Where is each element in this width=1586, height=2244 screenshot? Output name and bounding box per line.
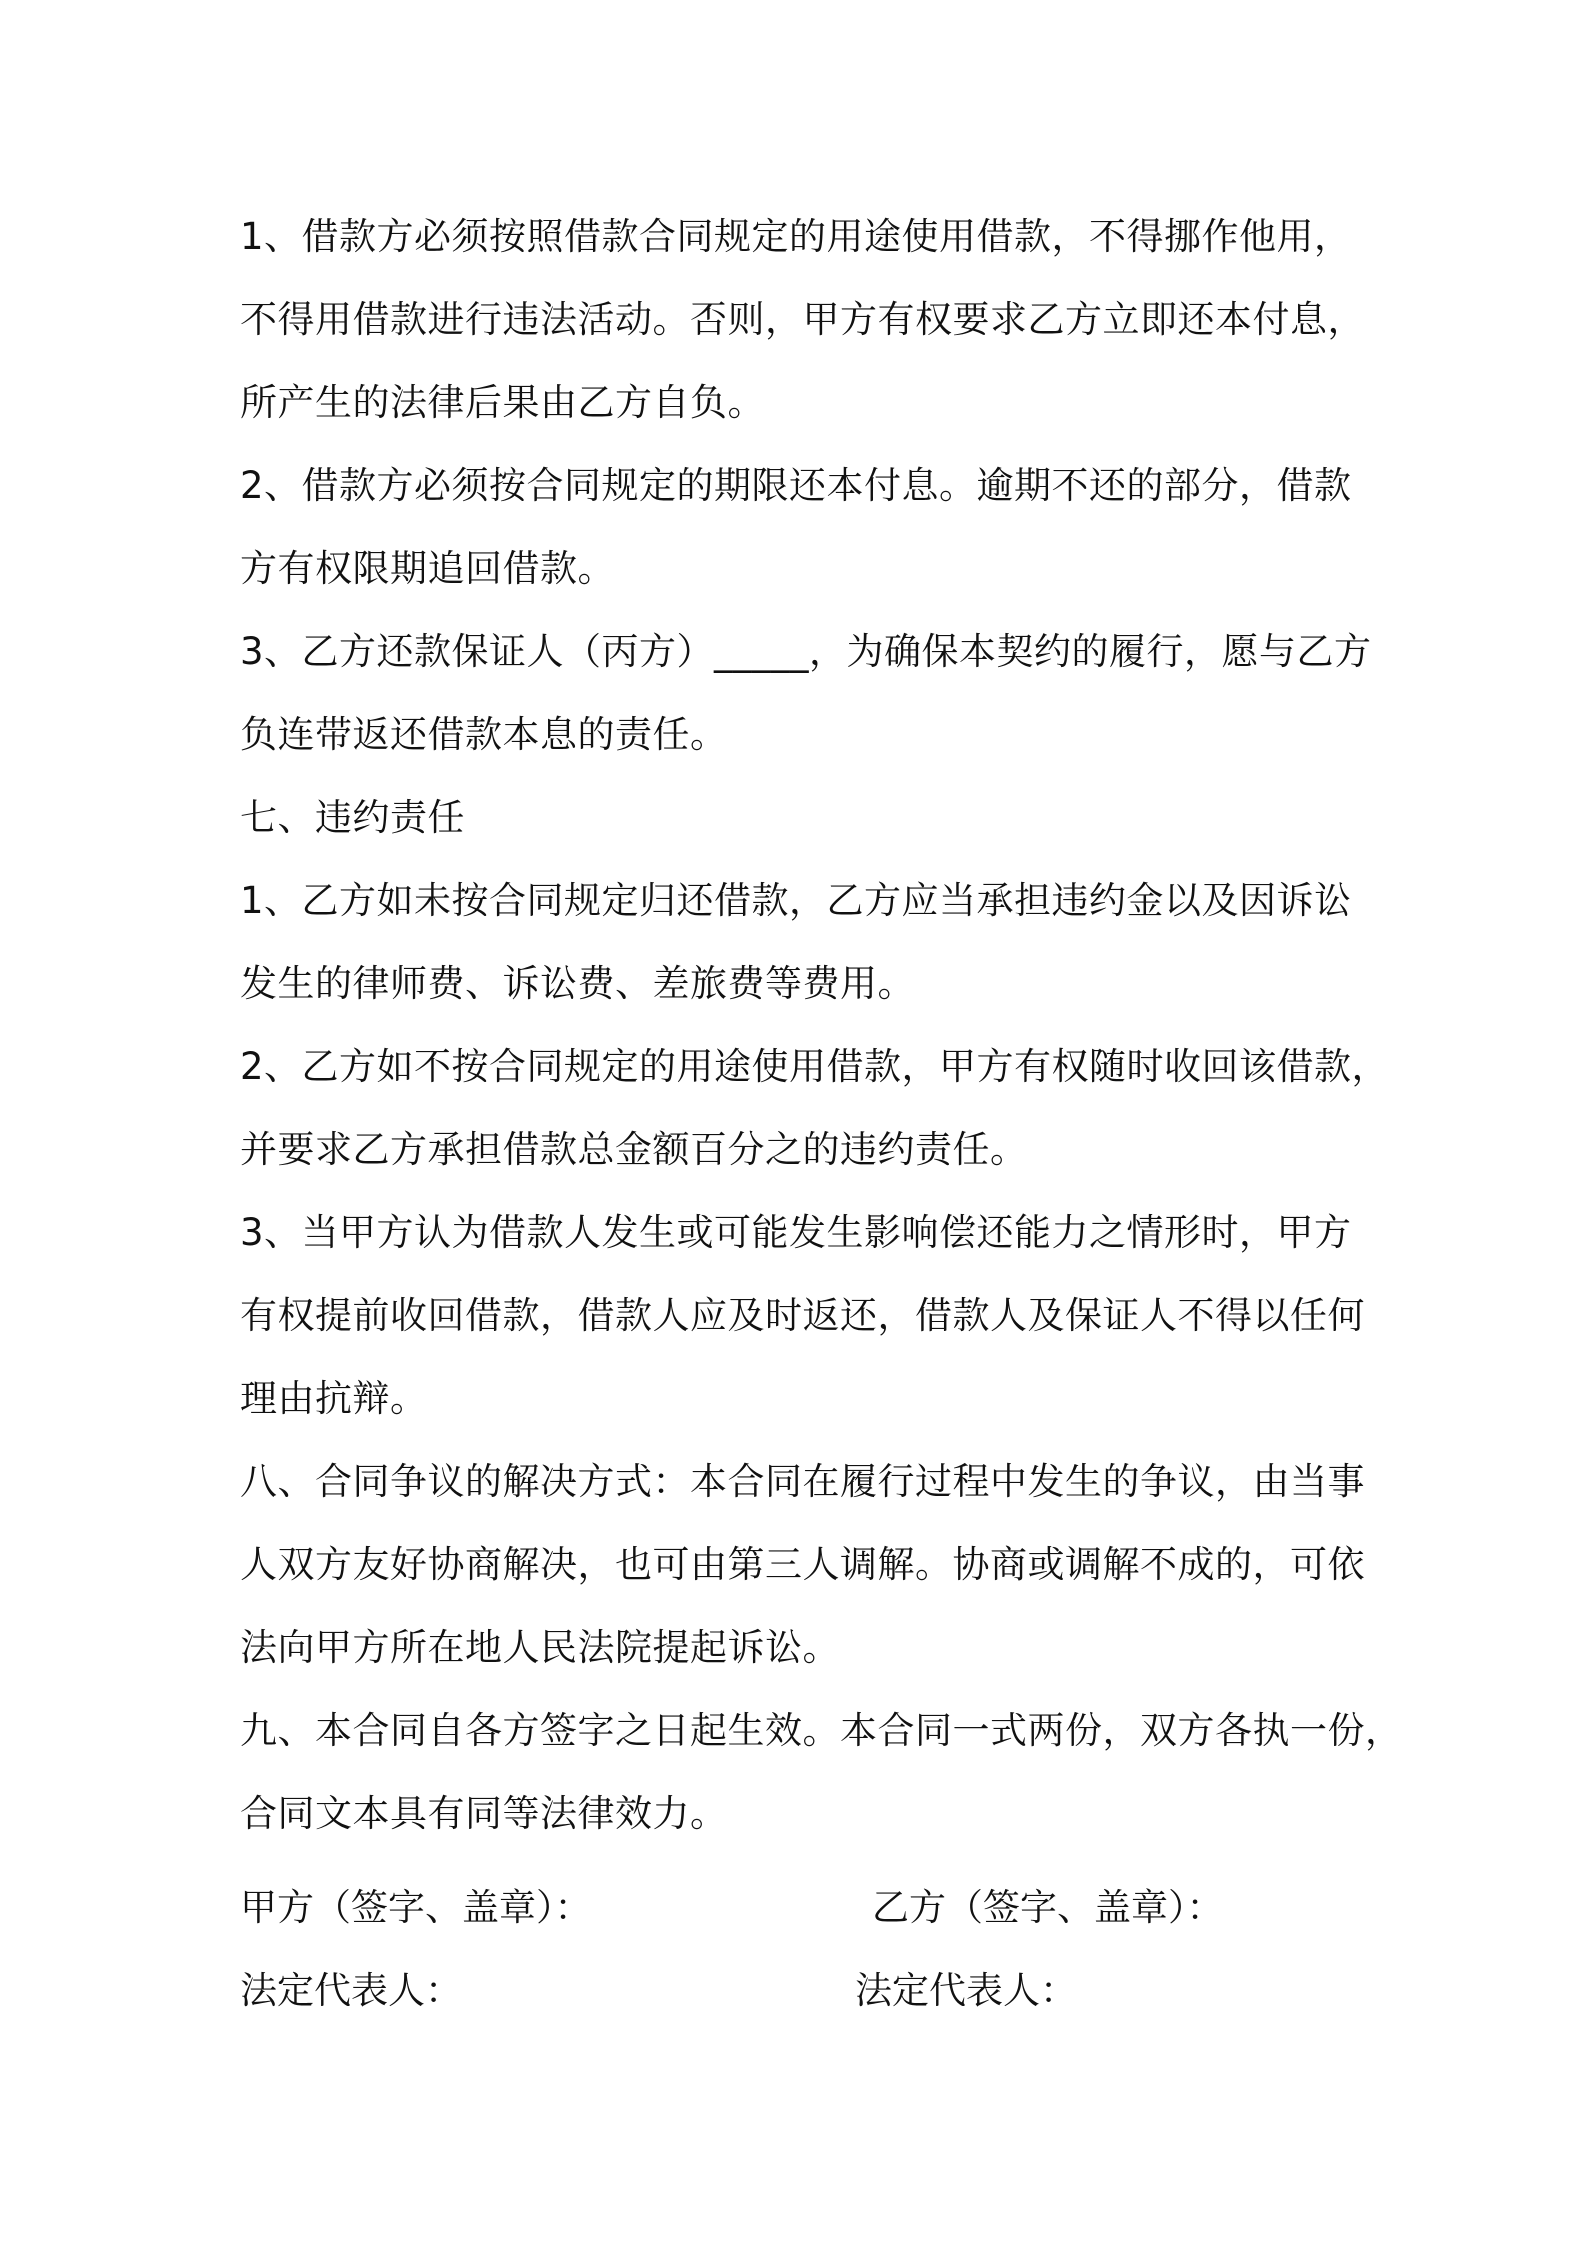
text-line: 3、当甲方认为借款人发生或可能发生影响偿还能力之情形时，甲方 [240, 1211, 1352, 1254]
text-line: 不得用借款进行违法活动。否则，甲方有权要求乙方立即还本付息， [240, 298, 1365, 341]
text-line: 1、借款方必须按照借款合同规定的用途使用借款，不得挪作他用， [240, 215, 1352, 258]
text-line: 2、借款方必须按合同规定的期限还本付息。逾期不还的部分，借款 [240, 464, 1352, 507]
text-line: 合同文本具有同等法律效力。 [240, 1792, 728, 1835]
party-b-representative-label: 法定代表人： [855, 1969, 1077, 2012]
text-line: 负连带返还借款本息的责任。 [240, 713, 728, 756]
text-line: 并要求乙方承担借款总金额百分之的违约责任。 [240, 1128, 1028, 1171]
text-line: 2、乙方如不按合同规定的用途使用借款，甲方有权随时收回该借款， [240, 1045, 1390, 1088]
text-line: 理由抗辩。 [240, 1377, 428, 1420]
party-b-signature-label: 乙方（签字、盖章）： [872, 1886, 1224, 1929]
text-line: 法向甲方所在地人民法院提起诉讼。 [240, 1626, 840, 1669]
contract-body [240, 195, 1403, 1855]
text-line: 八、合同争议的解决方式：本合同在履行过程中发生的争议，由当事 [240, 1460, 1365, 1503]
text-line: 1、乙方如未按合同规定归还借款，乙方应当承担违约金以及因诉讼 [240, 879, 1352, 922]
text-line: 九、本合同自各方签字之日起生效。本合同一式两份，双方各执一份， [240, 1709, 1403, 1752]
text-line: 方有权限期追回借款。 [240, 547, 615, 590]
section-heading: 七、违约责任 [240, 796, 465, 839]
signature-block [240, 1866, 1360, 2032]
party-a-representative-label: 法定代表人： [240, 1969, 462, 2012]
text-line: 人双方友好协商解决，也可由第三人调解。协商或调解不成的，可依 [240, 1543, 1365, 1586]
text-line: 发生的律师费、诉讼费、差旅费等费用。 [240, 962, 915, 1005]
text-line: 有权提前收回借款，借款人应及时返还，借款人及保证人不得以任何 [240, 1294, 1365, 1337]
text-line: 3、乙方还款保证人（丙方）_____，为确保本契约的履行，愿与乙方 [240, 630, 1372, 673]
party-a-signature-label: 甲方（签字、盖章）： [240, 1886, 592, 1929]
representative-row [240, 1949, 1360, 2032]
text-line: 所产生的法律后果由乙方自负。 [240, 381, 765, 424]
signature-row [240, 1866, 1360, 1949]
